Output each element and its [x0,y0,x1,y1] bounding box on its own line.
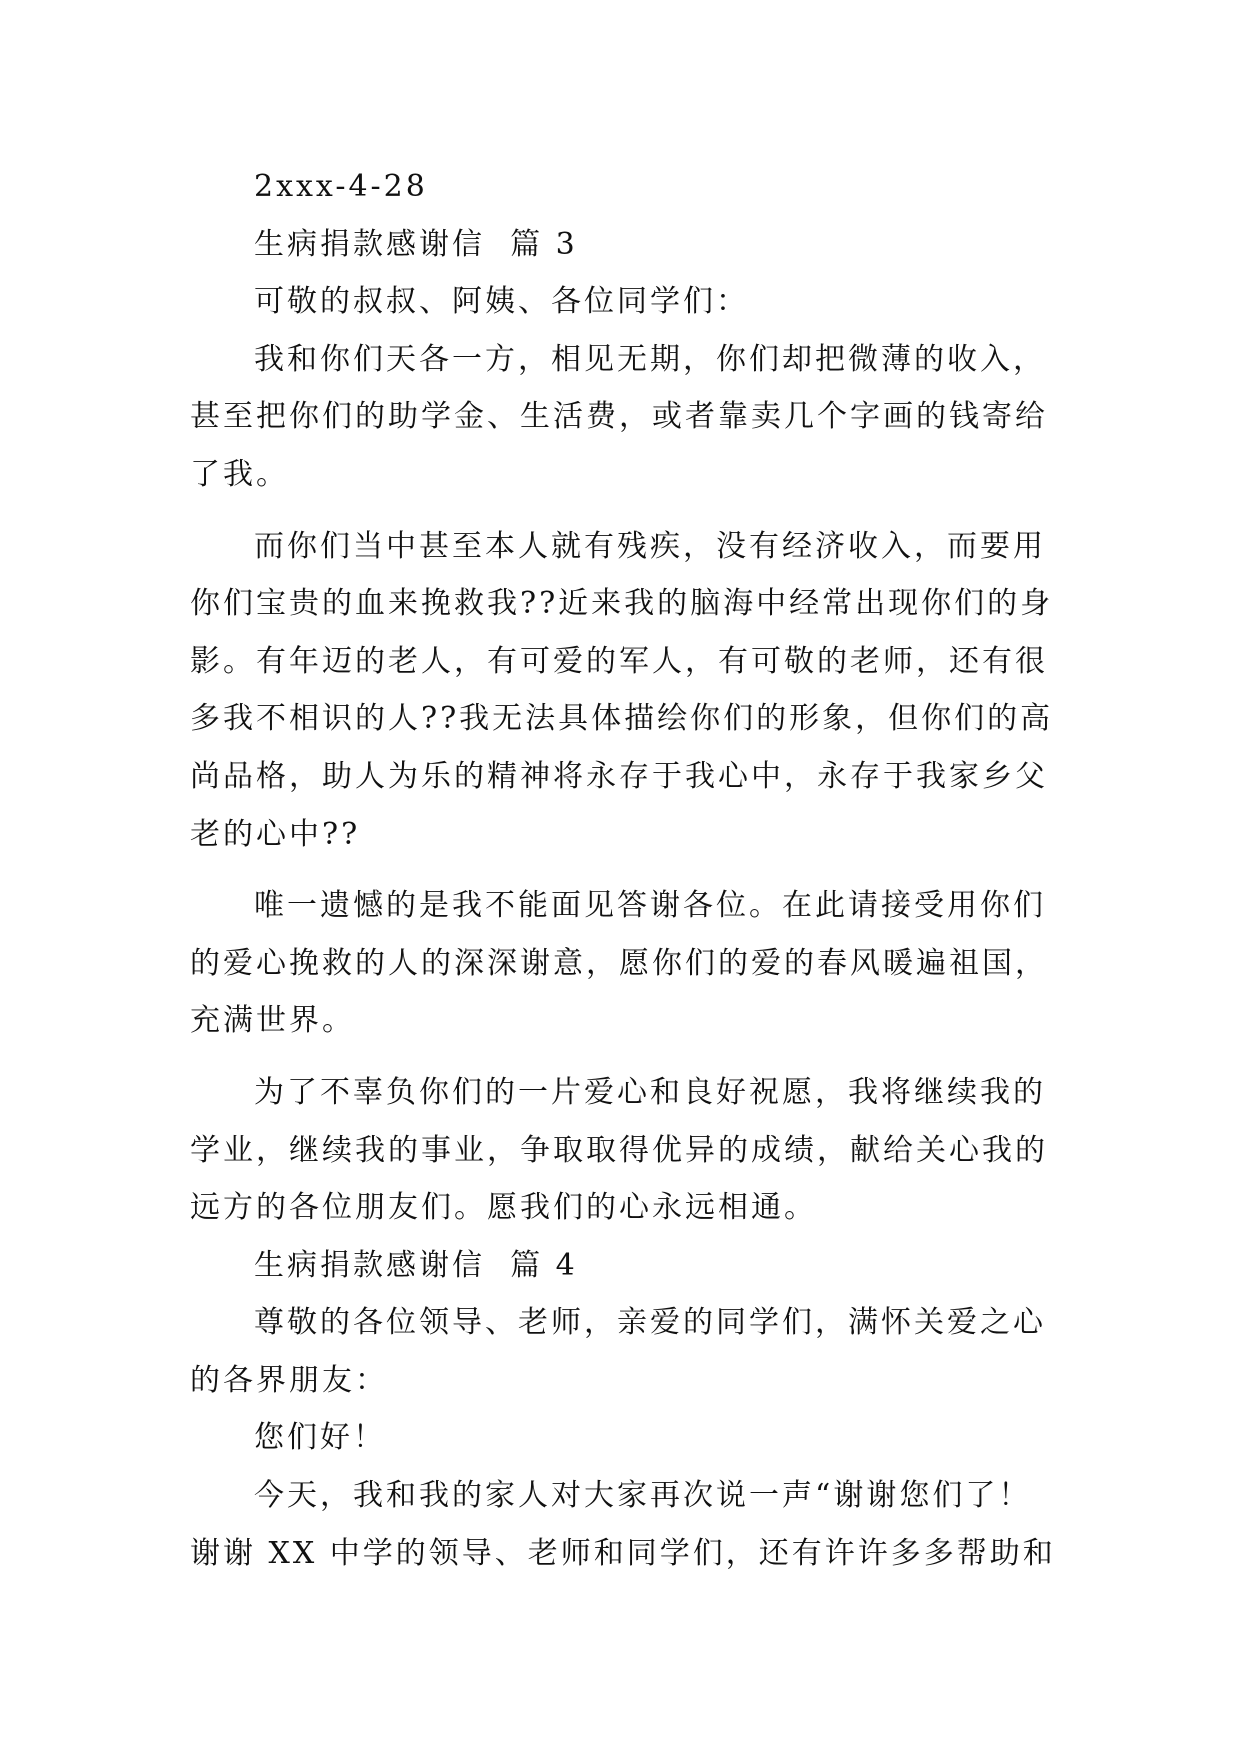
text-line: 你们宝贵的血来挽救我??近来我的脑海中经常出现你们的身 [190,586,1054,622]
paragraph-3-2 [190,518,1070,864]
text-line: 老的心中?? [190,816,361,852]
text-line: 的爱心挽救的人的深深谢意，愿你们的爱的春风暖遍祖国， [190,945,1048,981]
paragraph-3-3 [190,877,1070,1050]
section-title-4: 生病捐款感谢信 篇 4 [254,1247,578,1283]
paragraph-4-1 [190,1467,1070,1582]
text-line: 充满世界。 [190,1003,355,1039]
text-line: 为了不辜负你们的一片爱心和良好祝愿，我将继续我的 [254,1074,1046,1110]
text-line: 远方的各位朋友们。愿我们的心永远相通。 [190,1190,817,1226]
section-title-3: 生病捐款感谢信 篇 3 [254,226,578,262]
paragraph-3-4 [190,1064,1070,1237]
salutation-3: 可敬的叔叔、阿姨、各位同学们： [254,284,749,320]
text-line: 学业，继续我的事业，争取取得优异的成绩，献给关心我的 [190,1132,1048,1168]
text-line: 影。有年迈的老人，有可爱的军人，有可敬的老师，还有很 [190,643,1048,679]
paragraph-3-1 [190,331,1070,504]
document-body [190,158,1070,1582]
text-line: 尊敬的各位领导、老师，亲爱的同学们，满怀关爱之心 [254,1305,1046,1341]
text-line: 唯一遗憾的是我不能面见答谢各位。在此请接受用你们 [254,888,1046,924]
text-line: 我和你们天各一方，相见无期，你们却把微薄的收入， [254,341,1046,377]
greeting: 您们好！ [254,1420,386,1456]
text-line: 尚品格，助人为乐的精神将永存于我心中，永存于我家乡父 [190,758,1048,794]
text-line: 多我不相识的人??我无法具体描绘你们的形象，但你们的高 [190,701,1054,737]
text-line: 今天，我和我的家人对大家再次说一声“谢谢您们了！ [254,1478,1032,1514]
text-line: 了我。 [190,456,289,492]
letter-date: 2xxx-4-28 [254,169,428,204]
text-line: 而你们当中甚至本人就有残疾，没有经济收入，而要用 [254,528,1046,564]
text-line: 谢谢 XX 中学的领导、老师和同学们，还有许许多多帮助和 [190,1535,1056,1571]
text-line: 的各界朋友： [190,1362,388,1398]
text-line: 甚至把你们的助学金、生活费，或者靠卖几个字画的钱寄给 [190,399,1048,435]
salutation-4 [190,1294,1070,1409]
